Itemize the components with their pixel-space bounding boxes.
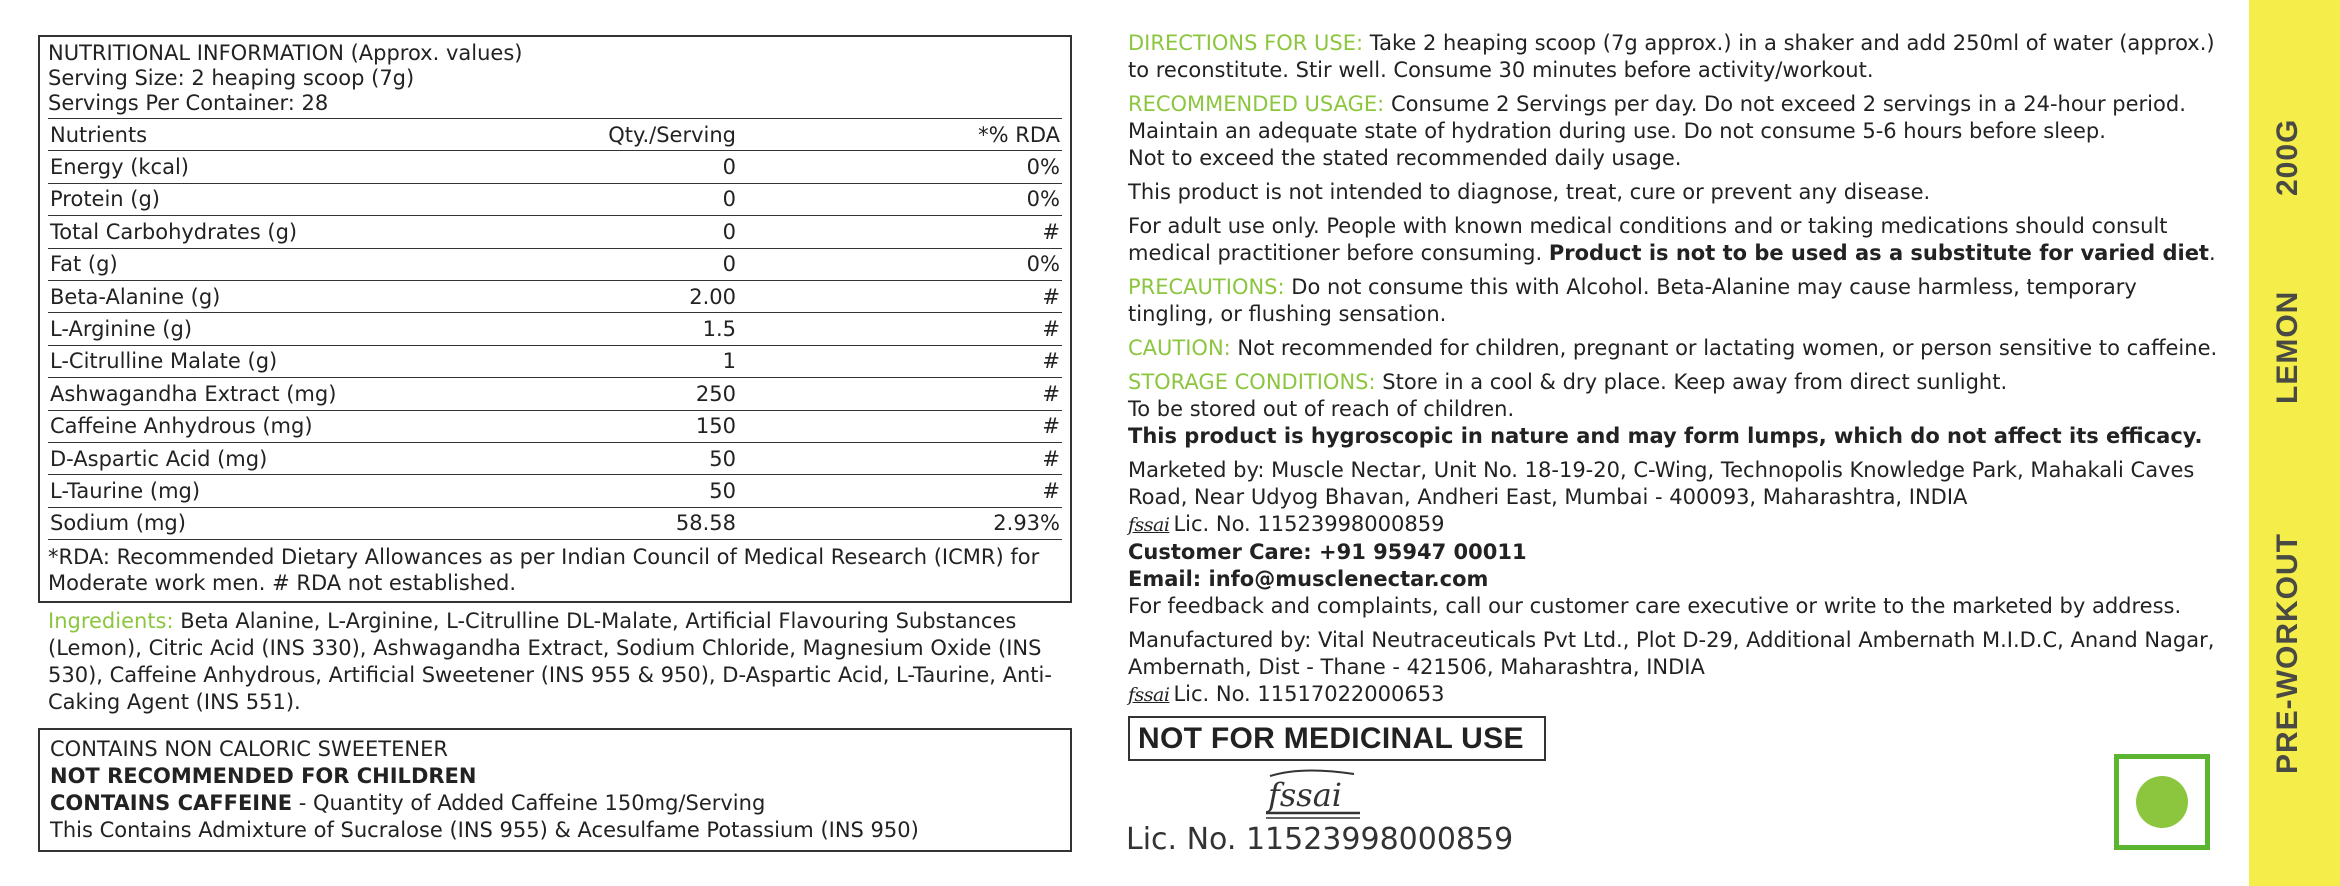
precautions-label: PRECAUTIONS:: [1128, 275, 1285, 299]
table-row: [48, 345, 1062, 377]
nutrient-rda: #: [738, 378, 1062, 410]
usage-paragraph: [1128, 91, 2228, 172]
manufacturer-paragraph: [1128, 627, 2228, 709]
hygroscopic-note: This product is hygroscopic in nature and may form lumps, which do not affect its efficacy.: [1128, 424, 2203, 448]
nutrient-name: Fat (g): [48, 248, 568, 280]
caution-label: CAUTION:: [1128, 336, 1231, 360]
contains-caffeine-label: CONTAINS CAFFEINE: [50, 791, 293, 815]
customer-care: Customer Care: +91 95947 00011: [1128, 540, 1527, 564]
table-row: [48, 216, 1062, 248]
marketer-paragraph: [1128, 457, 2228, 620]
nutrient-name: L-Taurine (mg): [48, 475, 568, 507]
adult-use-paragraph: [1128, 213, 2228, 267]
table-row: [48, 183, 1062, 215]
storage-paragraph: [1128, 369, 2228, 450]
table-row: [48, 442, 1062, 474]
vegetarian-dot: [2136, 776, 2188, 828]
manufacturer-address: Manufactured by: Vital Neutraceuticals Pvt Ltd., Plot D-29, Additional Ambernath M.I.D.C, Anand Nagar, Ambernath, Dist - Thane - 421506, Maharashtra, INDIA: [1128, 628, 2215, 679]
table-header-row: [48, 119, 1062, 151]
not-for-children-warning: NOT RECOMMENDED FOR CHILDREN: [50, 764, 477, 788]
rda-footnote: *RDA: Recommended Dietary Allowances as per Indian Council of Medical Research (ICMR) for Moderate work men. # RDA not established.: [48, 545, 1040, 596]
fssai-logo-text: fssai: [1268, 776, 1342, 814]
precautions-text: Do not consume this with Alcohol. Beta-Alanine may cause harmless, temporary tingling, or flushing sensation.: [1128, 275, 2137, 326]
nutrient-qty: 250: [568, 378, 738, 410]
ingredients-label: Ingredients:: [48, 609, 174, 633]
caution-paragraph: [1128, 335, 2228, 362]
ingredients-paragraph: [48, 608, 1058, 716]
column-header-nutrients: Nutrients: [48, 119, 568, 151]
storage-text: Store in a cool & dry place. Keep away from direct sunlight.: [1375, 370, 2008, 394]
marketer-address: Marketed by: Muscle Nectar, Unit No. 18-19-20, C-Wing, Technopolis Knowledge Park, Mahakali Caves Road, Near Udyog Bhavan, Andheri East, Mumbai - 400093, Maharashtra, INDIA: [1128, 458, 2195, 509]
servings-per-container: Servings Per Container: 28: [48, 91, 329, 115]
fssai-mark-icon: fssai: [1128, 514, 1170, 536]
caffeine-quantity: - Quantity of Added Caffeine 150mg/Serving: [292, 791, 766, 815]
nutrient-rda: #: [738, 313, 1062, 345]
nutrition-facts-box: [38, 35, 1072, 603]
varied-diet-warning: Product is not to be used as a substitute for varied diet: [1548, 241, 2209, 265]
nutrient-name: Total Carbohydrates (g): [48, 216, 568, 248]
fssai-mark-icon: fssai: [1128, 684, 1170, 706]
adult-use-text: For adult use only. People with known medical conditions and or taking medications should consult medical practitioner before consuming.: [1128, 214, 2168, 265]
product-side-band: [2249, 0, 2340, 886]
usage-label: RECOMMENDED USAGE:: [1128, 92, 1385, 116]
caution-text: Not recommended for children, pregnant or lactating women, or person sensitive to caffeine.: [1230, 336, 2218, 360]
fssai-logo-icon: [1262, 768, 1372, 820]
table-row: [48, 313, 1062, 345]
table-row: [48, 410, 1062, 442]
nutrition-table: [48, 118, 1062, 540]
nutrient-rda: #: [738, 280, 1062, 312]
table-row: [48, 151, 1062, 183]
storage-label: STORAGE CONDITIONS:: [1128, 370, 1376, 394]
table-row: [48, 280, 1062, 312]
marketer-license: Lic. No. 11523998000859: [1173, 512, 1445, 536]
nutrient-qty: 1: [568, 345, 738, 377]
feedback-note: For feedback and complaints, call our customer care executive or write to the marketed by address.: [1128, 594, 2182, 618]
storage-children: To be stored out of reach of children.: [1128, 397, 1515, 421]
nutrient-name: Protein (g): [48, 183, 568, 215]
disclaimer: This product is not intended to diagnose, treat, cure or prevent any disease.: [1128, 180, 1931, 204]
table-row: [48, 378, 1062, 410]
label-info-column: [1128, 30, 2228, 716]
manufacturer-license: Lic. No. 11517022000653: [1173, 682, 1445, 706]
nutrient-name: Caffeine Anhydrous (mg): [48, 410, 568, 442]
nutrient-qty: 2.00: [568, 280, 738, 312]
nutrient-qty: 0: [568, 216, 738, 248]
column-header-rda: *% RDA: [738, 119, 1062, 151]
nutrient-name: Beta-Alanine (g): [48, 280, 568, 312]
directions-text: Take 2 heaping scoop (7g approx.) in a shaker and add 250ml of water (approx.) to reconstitute. Stir well. Consume 30 minutes before activity/workout.: [1128, 31, 2215, 82]
directions-label: DIRECTIONS FOR USE:: [1128, 31, 1364, 55]
nutrient-name: L-Arginine (g): [48, 313, 568, 345]
adult-use-end: .: [2208, 241, 2216, 265]
nutrient-qty: 50: [568, 442, 738, 474]
nutrient-rda: 0%: [738, 151, 1062, 183]
nutrient-qty: 150: [568, 410, 738, 442]
nutrient-name: Sodium (mg): [48, 507, 568, 539]
nutrient-rda: 0%: [738, 183, 1062, 215]
nutrient-rda: 2.93%: [738, 507, 1062, 539]
caffeine-line: [50, 790, 1060, 817]
nutrient-rda: #: [738, 442, 1062, 474]
serving-size: Serving Size: 2 heaping scoop (7g): [48, 66, 415, 90]
nutrient-qty: 0: [568, 151, 738, 183]
directions-paragraph: [1128, 30, 2228, 84]
nutrient-rda: #: [738, 345, 1062, 377]
nutrient-rda: 0%: [738, 248, 1062, 280]
fssai-license-number: Lic. No. 11523998000859: [1126, 822, 1514, 857]
ingredients-text: Beta Alanine, L-Arginine, L-Citrulline DL-Malate, Artificial Flavouring Substances (Lemon), Citric Acid (INS 330), Ashwagandha Extract, Sodium Chloride, Magnesium Oxide (INS 530), Caffeine Anhydrous, Artificial Sweetener (INS 955 & 950), D-Aspartic Acid, L-Taurine, Anti-Caking Agent (INS 551).: [48, 609, 1052, 714]
not-for-medicinal-use-badge: NOT FOR MEDICINAL USE: [1128, 716, 1546, 761]
usage-text: Consume 2 Servings per day. Do not exceed 2 servings in a 24-hour period. Maintain an adequate state of hydration during use. Do not consume 5-6 hours before sleep.: [1128, 92, 2186, 143]
nutrition-title: NUTRITIONAL INFORMATION (Approx. values): [48, 41, 523, 65]
product-category: PRE-WORKOUT: [2271, 533, 2304, 774]
vegetarian-mark-icon: [2114, 754, 2210, 850]
nutrient-qty: 0: [568, 183, 738, 215]
nutrient-qty: 50: [568, 475, 738, 507]
nutrient-rda: #: [738, 475, 1062, 507]
nutrient-rda: #: [738, 216, 1062, 248]
nutrient-name: L-Citrulline Malate (g): [48, 345, 568, 377]
pack-weight: 200G: [2271, 118, 2304, 196]
contact-email: Email: info@musclenectar.com: [1128, 567, 1489, 591]
non-caloric-sweetener-note: CONTAINS NON CALORIC SWEETENER: [50, 737, 448, 761]
flavour-label: LEMON: [2271, 290, 2304, 404]
nutrient-rda: #: [738, 410, 1062, 442]
nutrient-name: Energy (kcal): [48, 151, 568, 183]
table-row: [48, 507, 1062, 539]
nutrient-name: Ashwagandha Extract (mg): [48, 378, 568, 410]
usage-limit: Not to exceed the stated recommended daily usage.: [1128, 146, 1682, 170]
nutrient-qty: 1.5: [568, 313, 738, 345]
precautions-paragraph: [1128, 274, 2228, 328]
table-row: [48, 248, 1062, 280]
table-row: [48, 475, 1062, 507]
sweetener-admixture-note: This Contains Admixture of Sucralose (INS 955) & Acesulfame Potassium (INS 950): [50, 818, 919, 842]
nutrient-qty: 58.58: [568, 507, 738, 539]
contains-warning-box: [38, 728, 1072, 852]
nutrient-qty: 0: [568, 248, 738, 280]
column-header-qty: Qty./Serving: [568, 119, 738, 151]
nutrient-name: D-Aspartic Acid (mg): [48, 442, 568, 474]
